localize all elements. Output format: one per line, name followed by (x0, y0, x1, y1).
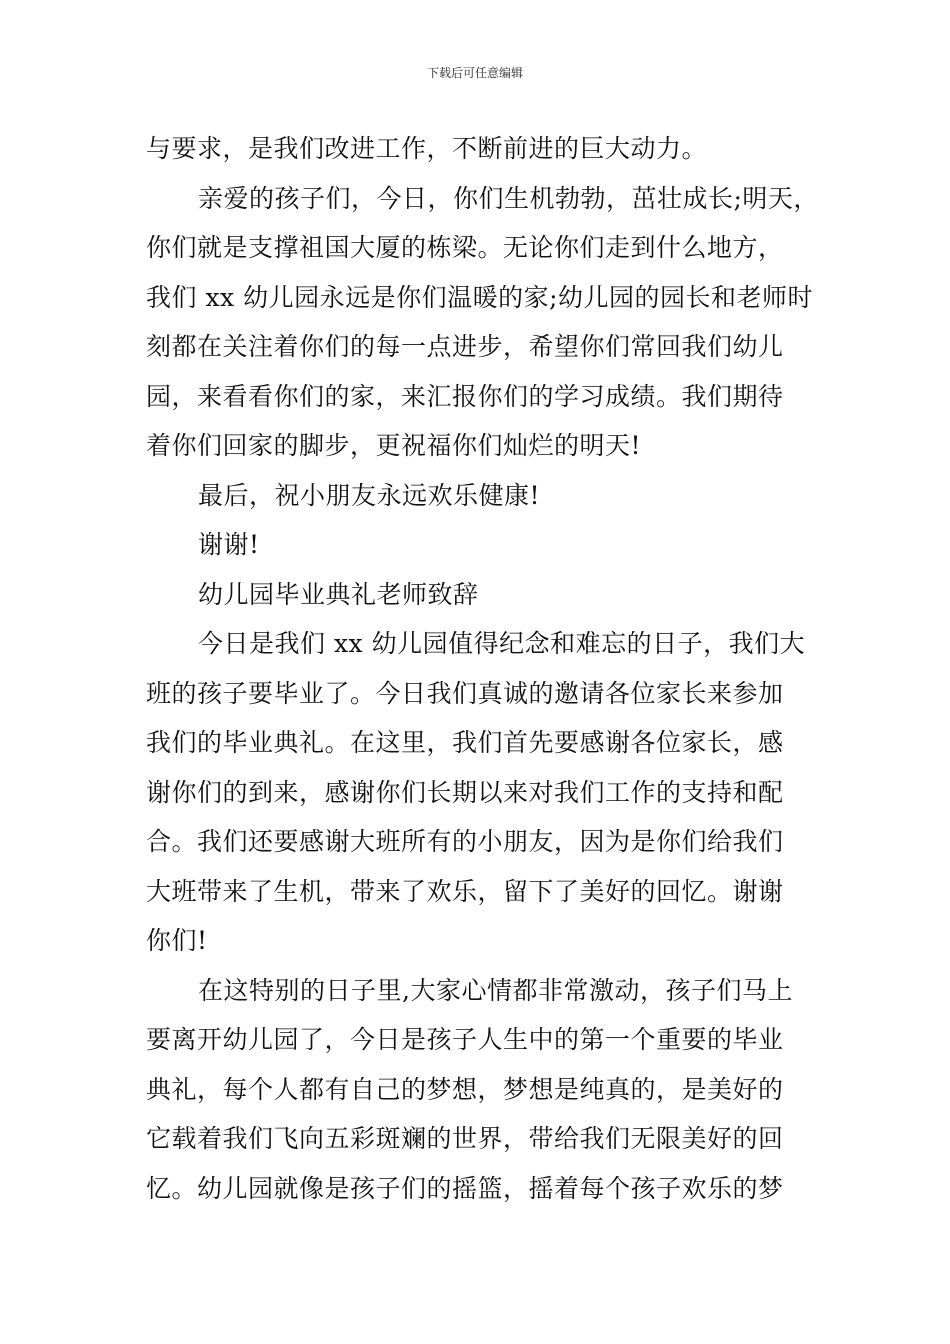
text-line: 谢谢! (198, 530, 260, 559)
text-line: 园，来看看你们的家，来汇报你们的学习成绩。我们期待 (146, 381, 784, 411)
page-header: 下载后可任意编辑 (426, 66, 523, 80)
text-line: 它载着我们飞向五彩斑斓的世界，带给我们无限美好的回 (146, 1124, 784, 1153)
text-line: 合。我们还要感谢大班所有的小朋友，因为是你们给我们 (146, 827, 784, 856)
text-line: 谢你们的到来，感谢你们长期以来对我们工作的支持和配 (146, 777, 784, 807)
text-line: 我们的毕业典礼。在这里，我们首先要感谢各位家长，感 (146, 728, 784, 757)
text-line: 班的孩子要毕业了。今日我们真诚的邀请各位家长来参加 (146, 678, 784, 708)
text-line: 你们! (146, 926, 208, 955)
text-line: 忆。幼儿园就像是孩子们的摇篮，摇着每个孩子欢乐的梦 (146, 1173, 784, 1203)
text-line: 典礼，每个人都有自己的梦想，梦想是纯真的，是美好的 (146, 1074, 784, 1104)
text-line: 刻都在关注着你们的每一点进步，希望你们常回我们幼儿 (146, 332, 784, 361)
text-line: 今日是我们 xx 幼儿园值得纪念和难忘的日子，我们大 (198, 629, 806, 658)
document-body (146, 124, 836, 1213)
section-title: 幼儿园毕业典礼老师致辞 (198, 579, 479, 609)
text-line: 大班带来了生机，带来了欢乐，留下了美好的回忆。谢谢 (146, 876, 784, 906)
text-line: 要离开幼儿园了，今日是孩子人生中的第一个重要的毕业 (146, 1025, 784, 1054)
text-line: 与要求，是我们改进工作，不断前进的巨大动力。 (146, 134, 708, 163)
text-line: 最后，祝小朋友永远欢乐健康! (198, 480, 541, 510)
text-line: 着你们回家的脚步，更祝福你们灿烂的明天! (146, 431, 642, 460)
text-line: 在这特别的日子里,大家心情都非常激动，孩子们马上 (198, 975, 793, 1005)
text-line: 你们就是支撑祖国大厦的栋梁。无论你们走到什么地方， (146, 233, 784, 262)
text-line: 我们 xx 幼儿园永远是你们温暖的家;幼儿园的园长和老师时 (146, 282, 814, 312)
text-line: 亲爱的孩子们，今日，你们生机勃勃，茁壮成长;明天， (198, 183, 819, 213)
